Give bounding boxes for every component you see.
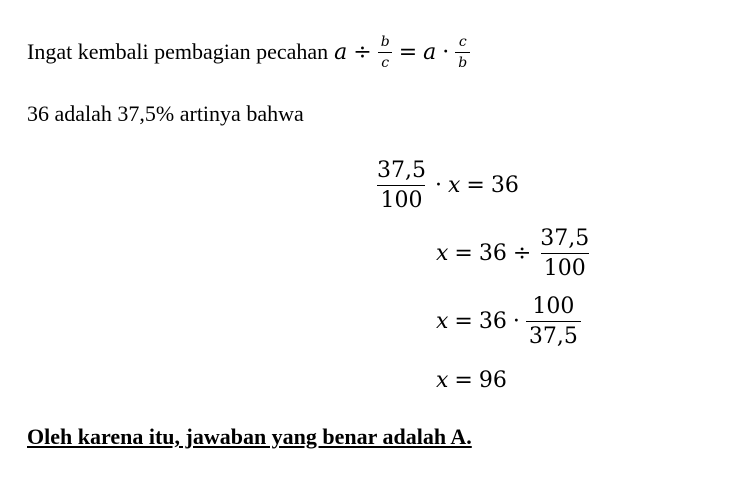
conclusion-line: Oleh karena itu, jawaban yang benar adalah A.: [27, 424, 472, 449]
step-3-numerator: 100: [532, 294, 575, 319]
step-3-variable: x: [436, 309, 449, 334]
step-1-denominator: 100: [377, 185, 425, 213]
formula-denominator-2: b: [455, 52, 470, 71]
intro-text: Ingat kembali pembagian pecahan: [27, 39, 329, 64]
intro-line: [27, 32, 470, 72]
formula-numerator-2: c: [458, 33, 467, 50]
formula-equals-sign: =: [398, 39, 418, 65]
step-3-factor: 36: [478, 309, 507, 334]
step-3-dot: ·: [512, 309, 520, 334]
step-1-numerator: 37,5: [377, 158, 426, 183]
formula-a-2: a: [423, 39, 437, 65]
formula-fraction-c-over-b: [455, 34, 470, 71]
step-2-equals: =: [454, 241, 473, 266]
step-1-equals: =: [466, 173, 485, 198]
formula-dot: ·: [442, 39, 450, 65]
step-2-dividend: 36: [478, 241, 507, 266]
formula-denominator: c: [378, 52, 392, 71]
step-2-divide-sign: ÷: [512, 241, 532, 266]
formula-numerator: b: [380, 33, 390, 50]
step-2: [436, 226, 592, 281]
formula-a: a: [334, 39, 348, 65]
step-2-variable: x: [436, 241, 449, 266]
step-1-dot: ·: [434, 173, 442, 198]
step-1-variable: x: [447, 173, 461, 198]
step-3-fraction: [526, 294, 581, 349]
step-2-fraction: [537, 226, 592, 281]
step-2-numerator: 37,5: [540, 226, 590, 251]
step-1-fraction: [374, 158, 429, 213]
step-3-equals: =: [454, 309, 473, 334]
formula-fraction-b-over-c: [378, 34, 393, 71]
step-4-equals: =: [454, 368, 473, 393]
statement-line: 36 adalah 37,5% artinya bahwa: [27, 101, 304, 126]
formula-divide-sign: ÷: [353, 39, 372, 65]
step-3: [436, 294, 581, 349]
division-rule-formula: [334, 34, 470, 71]
step-4-result: 96: [478, 368, 507, 393]
step-4-variable: x: [436, 368, 449, 393]
step-1-rhs: 36: [490, 173, 519, 198]
step-2-denominator: 100: [541, 253, 589, 281]
step-1: [374, 158, 519, 213]
step-3-denominator: 37,5: [526, 321, 581, 349]
step-4: [436, 368, 507, 393]
